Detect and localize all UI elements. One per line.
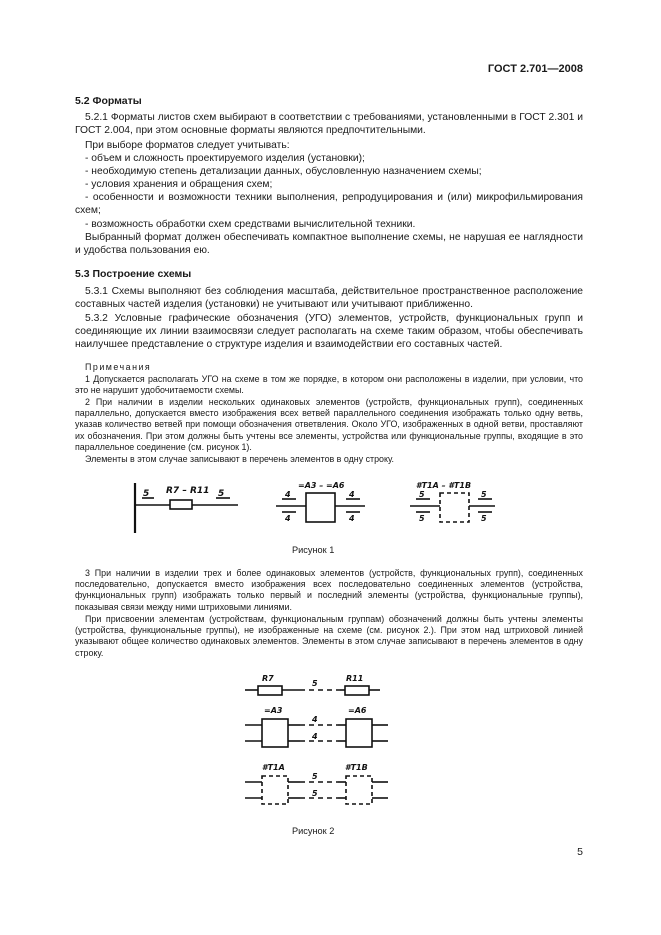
figure-1a-resistor-group: [135, 483, 238, 533]
figure-1-diagram: [120, 477, 520, 539]
paragraph-5-3-2: 5.3.2 Условные графические обозначения (УГО) элементов, устройств, функциональных групп и соединяющие их линии взаимосвязи следует располагать на схеме таким образом, чтобы обеспечивать наилучшее представление о структуре изделия и взаимодействии его составных частей.: [75, 313, 583, 351]
figure-2-last-device-label: =A6: [348, 706, 367, 715]
figure-2-resistor-count: 5: [312, 679, 318, 688]
list-item: - условия хранения и обращения схем;: [85, 179, 273, 190]
figure-2-first-transformer-label: #T1A: [262, 763, 285, 772]
figure-1-caption: Рисунок 1: [292, 545, 335, 555]
figure-2-last-transformer-label: #T1B: [345, 763, 368, 772]
paragraph-5-2-1: 5.2.1 Форматы листов схем выбирают в соответствии с требованиями, установленными в ГОСТ 2.301 и ГОСТ 2.004, при этом основные форматы являются предпочтительными.: [75, 112, 583, 137]
figure-2-device-row: [245, 706, 388, 747]
note-2-list: Элементы в этом случае записывают в перечень элементов в одну строку.: [85, 454, 394, 464]
paragraph-formats-intro: При выборе форматов следует учитывать:: [85, 140, 290, 151]
figure-1b-count: 4: [349, 514, 355, 523]
figure-1a-label: R7 – R11: [166, 486, 210, 496]
figure-2-diagram: [240, 668, 400, 818]
figure-2-transformer-count: 5: [312, 789, 318, 798]
note-3: 3 При наличии в изделии трех и более одинаковых элементов (устройств, функциональных групп), соединенных последовательно, допускается вместо изображения всех последовательно соединенных элементов (устройства, функциональных групп) изображать только первый и последний элементы (устройства, функциональные группы), показывая связи между ними штриховыми линиями.: [75, 568, 583, 612]
list-item: - необходимую степень детализации данных, обусловленную назначением схемы;: [85, 166, 482, 177]
paragraph-5-3-1: 5.3.1 Схемы выполняют без соблюдения масштаба, действительное пространственное расположение составных частей изделия (установки) не учитывают или учитывают приближенно.: [75, 286, 583, 311]
figure-2-first-device-label: =A3: [264, 706, 283, 715]
figure-1c-transformer-group: [410, 481, 495, 523]
figure-2-last-resistor-label: R11: [346, 674, 364, 683]
notes-title: Примечания: [85, 362, 152, 372]
list-item: - объем и сложность проектируемого изделия (установки);: [85, 153, 365, 164]
figure-1c-count: 5: [419, 490, 425, 499]
figure-1c-count: 5: [481, 490, 487, 499]
list-item: - возможность обработки схем средствами вычислительной техники.: [85, 219, 416, 230]
note-1: 1 Допускается располагать УГО на схеме в том же порядке, в котором они расположены в изделии, при условии, что это не нарушит удобочитаемости схемы.: [75, 374, 583, 396]
figure-1b-count: 4: [285, 514, 291, 523]
document-code: ГОСТ 2.701—2008: [487, 63, 583, 75]
note-3-list: При присвоении элементам (устройствам, функциональным группам) обозначений должны быть учтены элементы (устройства, функциональные группы), не изображенные на схеме (см. рисунок 2.). При этом над штриховой линией указывают общее количество одинаковых элементов. Элементы в этом случае записывают в перечень элементов в одну строку.: [75, 614, 583, 658]
section-heading-construction: 5.3 Построение схемы: [75, 268, 192, 280]
page-number: 5: [577, 846, 583, 858]
figure-2-transformer-count: 5: [312, 772, 318, 781]
figure-1a-count-left: 5: [143, 489, 150, 499]
figure-1b-device-group: [276, 481, 365, 523]
list-item: - особенности и возможности техники выполнения, репродуцирования и (или) микрофильмирования схем;: [75, 192, 583, 217]
figure-2-resistor-row: [245, 674, 380, 695]
paragraph-format-choice: Выбранный формат должен обеспечивать компактное выполнение схемы, не нарушая ее наглядности и удобства пользования ею.: [75, 232, 583, 257]
section-heading-formats: 5.2 Форматы: [75, 95, 142, 107]
note-2: 2 При наличии в изделии нескольких одинаковых элементов (устройств, функциональных групп), соединенных параллельно, допускается вместо изображения всех ветвей параллельного соединения изображать только одну ветвь, указав количество ветвей при помощи обозначения ответвления. Около УГО, изображенных в одной ветви, проставляют их обозначения. При этом должны быть учтены все элементы, устройства или функциональные группы, входящие в это параллельное соединение (см. рисунок 1).: [75, 397, 583, 452]
figure-1c-count: 5: [481, 514, 487, 523]
figure-2-transformer-row: [245, 763, 388, 804]
figure-1c-label: #T1A – #T1B: [416, 481, 472, 490]
figure-1b-count: 4: [349, 490, 355, 499]
figure-1b-count: 4: [285, 490, 291, 499]
figure-1c-count: 5: [419, 514, 425, 523]
figure-2-device-count: 4: [312, 715, 318, 724]
figure-2-caption: Рисунок 2: [292, 826, 335, 836]
figure-2-first-resistor-label: R7: [262, 674, 274, 683]
figure-2-device-count: 4: [312, 732, 318, 741]
figure-1a-count-right: 5: [218, 489, 225, 499]
figure-1b-label: =A3 – =A6: [298, 481, 345, 490]
